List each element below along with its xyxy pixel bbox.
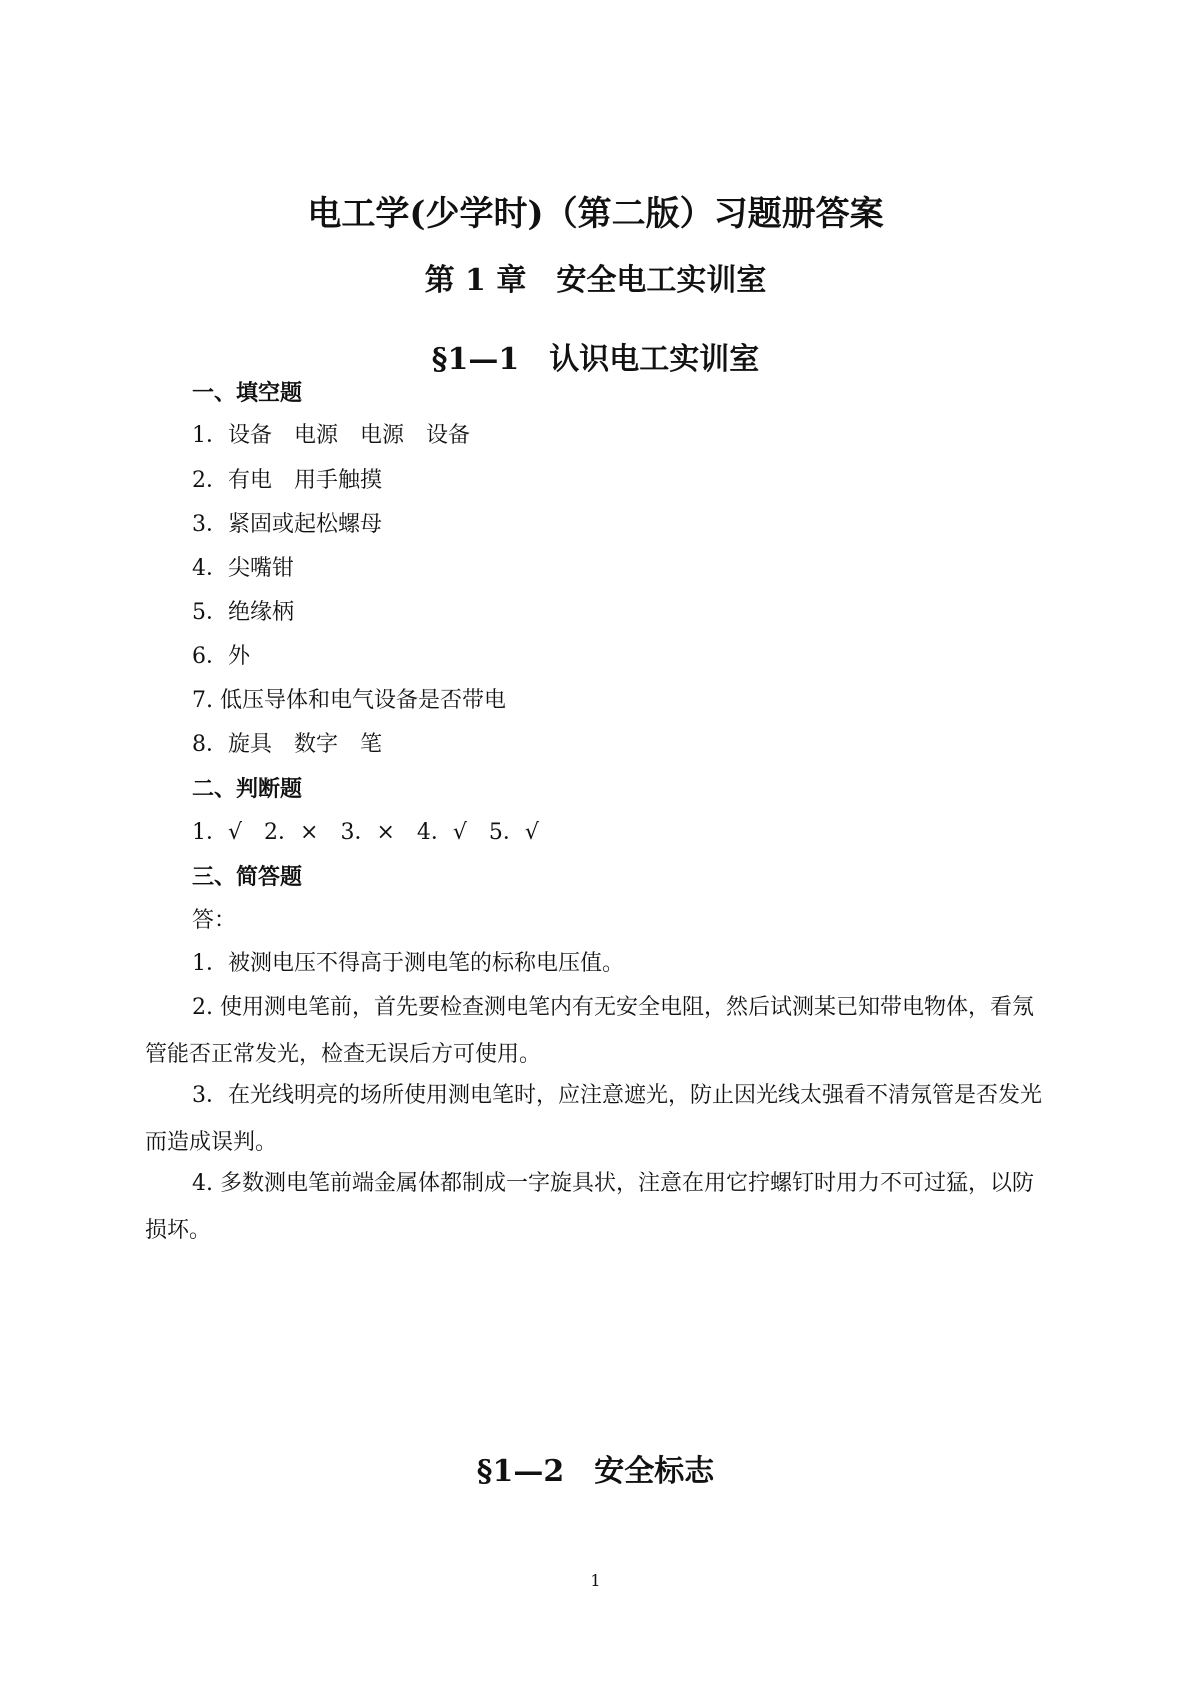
section-title: §1—2 安全标志 xyxy=(476,1454,715,1489)
chapter-title: 第 1 章 安全电工实训室 xyxy=(424,263,767,298)
short-answer-item: 1．被测电压不得高于测电笔的标称电压值。 xyxy=(192,951,624,976)
true-false-heading: 二、判断题 xyxy=(192,776,303,802)
short-answer-item: 2. 使用测电笔前，首先要检查测电笔内有无安全电阻，然后试测某已知带电物体，看氖管能否正常发光，检查无误后方可使用。 xyxy=(145,995,1034,1067)
section-title: §1—1 认识电工实训室 xyxy=(431,342,760,377)
fill-blank-item: 5．绝缘柄 xyxy=(192,600,294,625)
document-title: 电工学(少学时)（第二版）习题册答案 xyxy=(307,194,884,234)
true-false-answers: 1．√ 2．× 3．× 4．√ 5．√ xyxy=(192,820,539,845)
short-answer-item: 4. 多数测电笔前端金属体都制成一字旋具状，注意在用它拧螺钉时用力不可过猛，以防损坏。 xyxy=(145,1171,1034,1243)
answer-label: 答： xyxy=(192,908,237,933)
short-answer-heading: 三、简答题 xyxy=(192,864,303,890)
fill-blank-item: 2．有电 用手触摸 xyxy=(192,468,382,493)
fill-blank-item: 4．尖嘴钳 xyxy=(192,556,294,581)
fill-blank-heading: 一、填空题 xyxy=(192,380,303,406)
fill-blank-item: 1．设备 电源 电源 设备 xyxy=(192,423,470,448)
fill-blank-item: 3．紧固或起松螺母 xyxy=(192,512,382,537)
page-number: 1 xyxy=(590,1571,601,1590)
fill-blank-item: 8．旋具 数字 笔 xyxy=(192,732,382,757)
fill-blank-item: 6．外 xyxy=(192,644,250,669)
short-answer-item: 3．在光线明亮的场所使用测电笔时，应注意遮光，防止因光线太强看不清氖管是否发光而造成误判。 xyxy=(145,1083,1042,1155)
fill-blank-item: 7. 低压导体和电气设备是否带电 xyxy=(192,688,506,713)
